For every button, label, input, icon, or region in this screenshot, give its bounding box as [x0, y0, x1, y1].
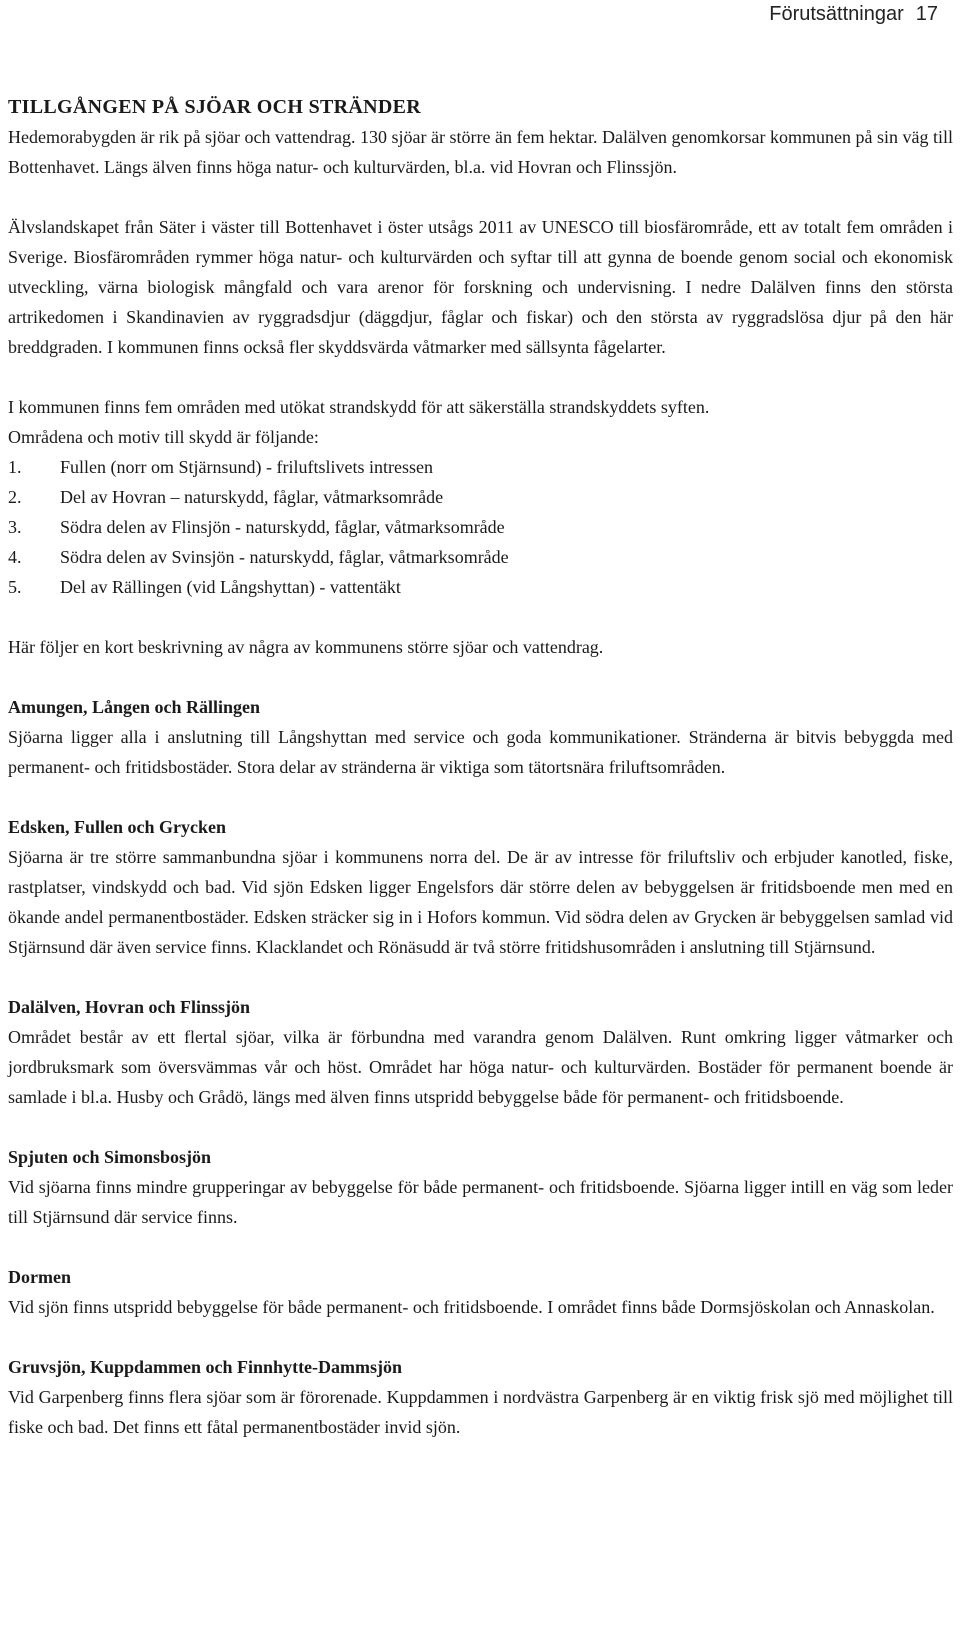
list-item-text: Södra delen av Svinsjön - naturskydd, fåglar, våtmarksområde: [60, 547, 509, 567]
list-item-text: Södra delen av Flinsjön - naturskydd, fåglar, våtmarksområde: [60, 517, 505, 537]
section-heading: Gruvsjön, Kuppdammen och Finnhytte-Dammsjön: [8, 1357, 403, 1377]
list-item: [8, 542, 953, 572]
section-text: Sjöarna är tre större sammanbundna sjöar i kommunens norra del. De är av intresse för friluftsliv och erbjuder kanotled, fiske, rastplatser, vindskydd och bad. Vid sjön Edsken ligger Engelsfors där större delen av bebyggelsen är fritidsboende men med en ökande andel permanentbostäder. Edsken sträcker sig in i Hofors kommun. Vid södra delen av Grycken är bebyggelsen samlad vid Stjärnsund där även service finns. Klacklandet och Rönäsudd är två större fritidshusområden i anslutning till Stjärnsund.: [8, 847, 953, 957]
main-heading: TILLGÅNGEN PÅ SJÖAR OCH STRÄNDER: [8, 96, 421, 118]
header-section-title: Förutsättningar: [769, 3, 904, 25]
section-text: Vid Garpenberg finns flera sjöar som är förorenade. Kuppdammen i nordvästra Garpenberg är en viktig frisk sjö med möjlighet till fiske och bad. Det finns ett fåtal permanentbostäder invid sjön.: [8, 1387, 953, 1437]
intro-paragraph: Hedemorabygden är rik på sjöar och vattendrag. 130 sjöar är större än fem hektar. Dalälven genomkorsar kommunen på sin väg till Bottenhavet. Längs älven finns höga natur- och kulturvärden, bl.a. vid Hovran och Flinssjön.: [8, 127, 953, 177]
section-text: Vid sjöarna finns mindre grupperingar av bebyggelse för både permanent- och fritidsboende. Sjöarna ligger intill en väg som leder till Stjärnsund där service finns.: [8, 1177, 953, 1227]
list-item-number: 2.: [8, 487, 22, 507]
page-number: 17: [915, 3, 938, 25]
list-item-number: 3.: [8, 517, 22, 537]
section-text: Sjöarna ligger alla i anslutning till Långshyttan med service och goda kommunikationer. Stränderna är bitvis bebyggda med permanent- och fritidsbostäder. Stora delar av stränderna är viktiga som tätortsnära friluftsområden.: [8, 727, 953, 777]
unesco-paragraph: Älvslandskapet från Säter i väster till Bottenhavet i öster utsågs 2011 av UNESCO till biosfärområde, ett av totalt fem områden i Sverige. Biosfärområden rymmer höga natur- och kulturvärden och syftar till att gynna de boende genom social och ekonomisk utveckling, värna biologisk mångfald och vara arenor för forskning och undervisning. I nedre Dalälven finns den största artrikedomen i Skandinavien av ryggradsdjur (däggdjur, fåglar och fiskar) och den största av ryggradslösa djur på den här breddgraden. I kommunen finns också fler skyddsvärda våtmarker med sällsynta fågelarter.: [8, 217, 953, 357]
list-item-number: 4.: [8, 547, 22, 567]
page-content: [8, 92, 953, 1442]
section-heading: Dalälven, Hovran och Flinssjön: [8, 997, 251, 1017]
list-item-number: 5.: [8, 577, 22, 597]
section-heading: Amungen, Lången och Rällingen: [8, 697, 261, 717]
list-item: [8, 512, 953, 542]
list-item: [8, 452, 953, 482]
page-header: [769, 0, 938, 28]
section-text: Området består av ett flertal sjöar, vilka är förbundna med varandra genom Dalälven. Runt omkring ligger våtmarker och jordbruksmark som översvämmas vår och höst. Området har höga natur- och kulturvärden. Bostäder för permanent boende är samlade i bl.a. Husby och Grådö, längs med älven finns utspridd bebyggelse både för permanent- och fritidsboende.: [8, 1027, 953, 1107]
section-heading: Dormen: [8, 1267, 71, 1287]
list-intro: Områdena och motiv till skydd är följande:: [8, 427, 319, 447]
list-item-text: Del av Hovran – naturskydd, fåglar, våtmarksområde: [60, 487, 444, 507]
section-heading: Spjuten och Simonsbosjön: [8, 1147, 212, 1167]
section-heading: Edsken, Fullen och Grycken: [8, 817, 227, 837]
list-item-number: 1.: [8, 457, 22, 477]
list-item: [8, 572, 953, 602]
lakes-intro-paragraph: Här följer en kort beskrivning av några av kommunens större sjöar och vattendrag.: [8, 637, 604, 657]
list-item-text: Del av Rällingen (vid Långshyttan) - vattentäkt: [60, 577, 401, 597]
protected-areas-list: [8, 452, 953, 602]
section-text: Vid sjön finns utspridd bebyggelse för både permanent- och fritidsboende. I området finns både Dormsjöskolan och Annaskolan.: [8, 1297, 935, 1317]
shore-protection-paragraph: I kommunen finns fem områden med utökat strandskydd för att säkerställa strandskyddets syften.: [8, 397, 710, 417]
list-item-text: Fullen (norr om Stjärnsund) - friluftslivets intressen: [60, 457, 433, 477]
list-item: [8, 482, 953, 512]
